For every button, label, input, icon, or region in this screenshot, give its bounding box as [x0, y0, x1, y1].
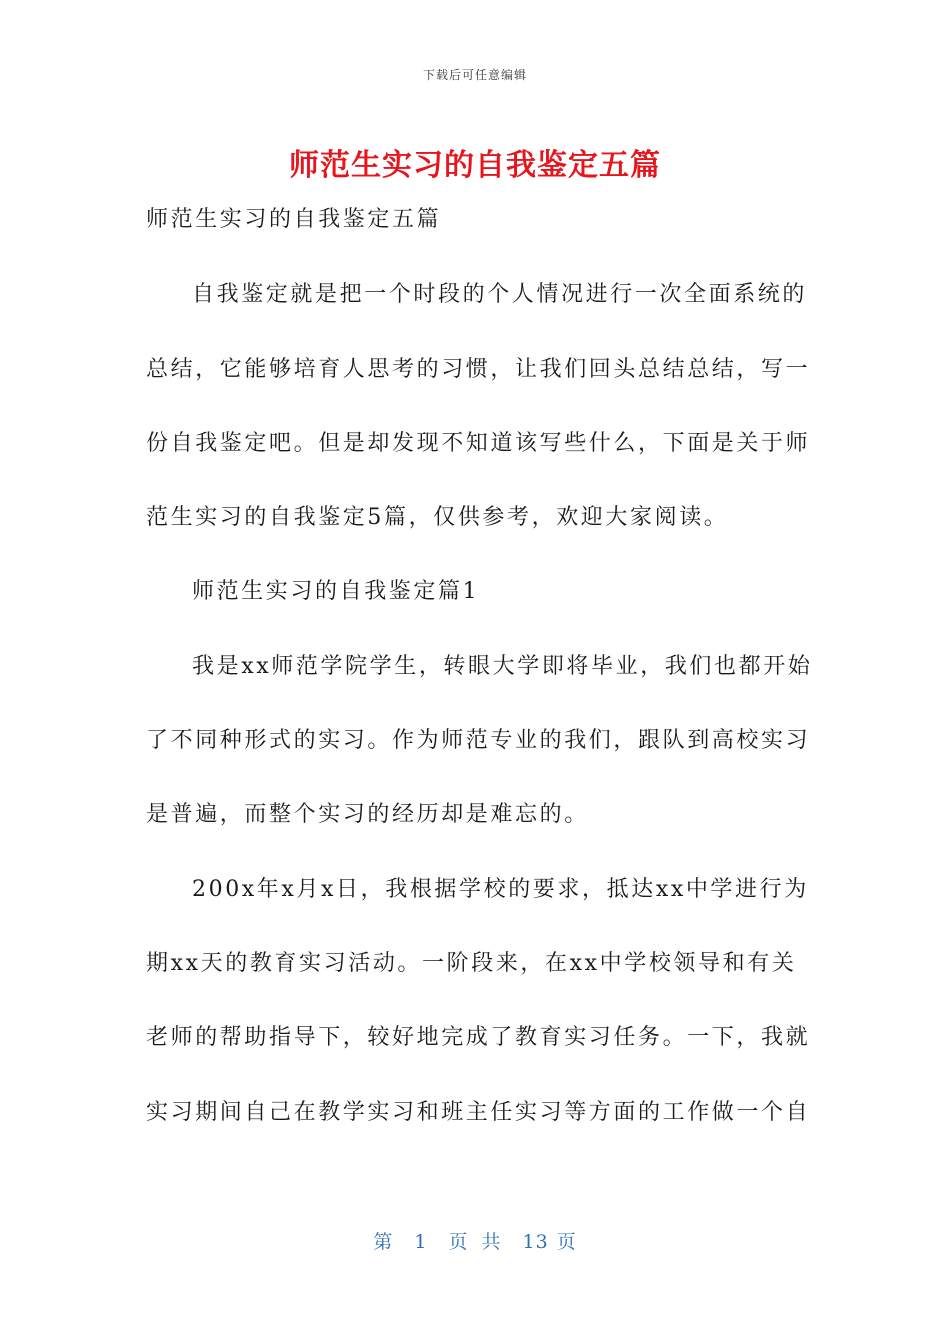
paragraph-line: 老师的帮助指导下，较好地完成了教育实习任务。一下，我就 — [146, 1025, 811, 1050]
header-note: 下载后可任意编辑 — [422, 68, 527, 82]
paragraph-line: 实习期间自己在教学实习和班主任实习等方面的工作做一个自 — [146, 1100, 811, 1125]
footer-prefix: 第 — [373, 1231, 394, 1253]
document-title: 师范生实习的自我鉴定五篇 — [289, 148, 661, 183]
footer-total-pages: 13 — [522, 1231, 549, 1253]
paragraph-line: 自我鉴定就是把一个时段的个人情况进行一次全面系统的 — [192, 282, 808, 307]
paragraph-line: 范生实习的自我鉴定5篇，仅供参考，欢迎大家阅读。 — [146, 505, 729, 530]
paragraph-line: 了不同种形式的实习。作为师范专业的我们，跟队到高校实习 — [146, 728, 811, 753]
footer-suffix: 页 — [556, 1231, 577, 1253]
footer-middle: 页 共 — [448, 1231, 502, 1253]
footer-page-number: 1 — [414, 1231, 428, 1253]
paragraph-line: 期xx天的教育实习活动。一阶段来，在xx中学校领导和有关 — [146, 951, 797, 976]
subtitle-line: 师范生实习的自我鉴定五篇 — [146, 207, 442, 232]
paragraph-line: 我是xx师范学院学生，转眼大学即将毕业，我们也都开始 — [192, 654, 813, 679]
paragraph-line: 是普遍，而整个实习的经历却是难忘的。 — [146, 802, 589, 827]
section-heading: 师范生实习的自我鉴定篇1 — [192, 579, 480, 604]
page-footer — [0, 1227, 950, 1254]
paragraph-line: 总结，它能够培育人思考的习惯，让我们回头总结总结，写一 — [146, 357, 811, 382]
paragraph-line: 份自我鉴定吧。但是却发现不知道该写些什么，下面是关于师 — [146, 431, 811, 456]
paragraph-line: 200x年x月x日，我根据学校的要求，抵达xx中学进行为 — [192, 877, 809, 902]
